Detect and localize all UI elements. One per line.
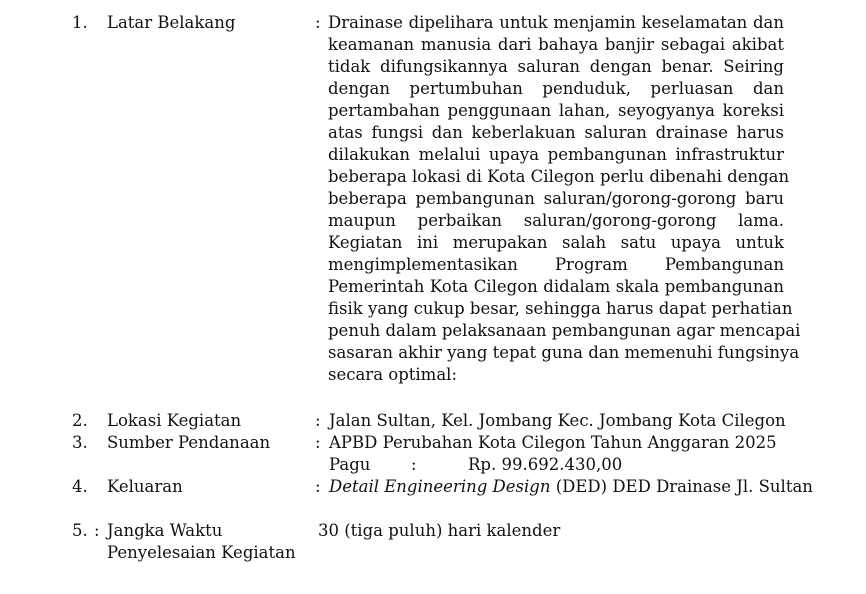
item-3-label: Sumber Pendanaan bbox=[107, 433, 271, 452]
paragraph-line: beberapa lokasi di Kota Cilegon perlu dibenahi dengan bbox=[328, 167, 790, 186]
paragraph-line: Drainase dipelihara untuk menjamin keselamatan dan bbox=[328, 13, 784, 32]
item-2-number: 2. bbox=[72, 411, 88, 430]
item-1-number: 1. bbox=[72, 13, 88, 32]
paragraph-line: dilakukan melalui upaya pembangunan infrastruktur bbox=[328, 145, 784, 164]
item-3-value: APBD Perubahan Kota Cilegon Tahun Anggaran 2025 bbox=[329, 433, 777, 452]
item-3-colon: : bbox=[315, 433, 321, 452]
item-1-colon: : bbox=[315, 13, 321, 32]
item-4-value bbox=[329, 476, 813, 498]
pagu-label: Pagu bbox=[329, 455, 371, 474]
paragraph-line: fisik yang cukup besar, sehingga harus dapat perhatian bbox=[328, 299, 793, 318]
pagu-value: Rp. 99.692.430,00 bbox=[468, 455, 623, 474]
paragraph-line: Pemerintah Kota Cilegon didalam skala pembangunan bbox=[328, 277, 784, 296]
paragraph-line: maupun perbaikan saluran/gorong-gorong lama. bbox=[328, 211, 784, 230]
item-1-label: Latar Belakang bbox=[107, 13, 236, 32]
paragraph-line: mengimplementasikan Program Pembangunan bbox=[328, 255, 784, 274]
paragraph-line: Kegiatan ini merupakan salah satu upaya untuk bbox=[328, 233, 784, 252]
item-5-number: 5. bbox=[72, 521, 88, 540]
item-2-label: Lokasi Kegiatan bbox=[107, 411, 242, 430]
item-5-label-line1: Jangka Waktu bbox=[107, 521, 223, 540]
paragraph-line: atas fungsi dan keberlakuan saluran drainase harus bbox=[328, 123, 784, 142]
item-5-label-line2: Penyelesaian Kegiatan bbox=[107, 543, 296, 562]
paragraph-line: sasaran akhir yang tepat guna dan memenuhi fungsinya bbox=[328, 343, 800, 362]
item-1-paragraph bbox=[328, 12, 801, 386]
item-4-colon: : bbox=[315, 477, 321, 496]
paragraph-line: secara optimal: bbox=[328, 365, 458, 384]
item-2-value: Jalan Sultan, Kel. Jombang Kec. Jombang Kota Cilegon bbox=[329, 411, 786, 430]
paragraph-line: tidak difungsikannya saluran dengan benar. Seiring bbox=[328, 57, 784, 76]
paragraph-line: keamanan manusia dari bahaya banjir sebagai akibat bbox=[328, 35, 784, 54]
item-4-value-italic: Detail Engineering Design bbox=[329, 477, 551, 496]
item-2-colon: : bbox=[315, 411, 321, 430]
item-4-number: 4. bbox=[72, 477, 88, 496]
item-3-number: 3. bbox=[72, 433, 88, 452]
paragraph-line: pertambahan penggunaan lahan, seyogyanya koreksi bbox=[328, 101, 784, 120]
item-4-label: Keluaran bbox=[107, 477, 183, 496]
item-5-colon: : bbox=[94, 521, 100, 540]
item-5-value: 30 (tiga puluh) hari kalender bbox=[318, 521, 561, 540]
item-4-value-rest: (DED) DED Drainase Jl. Sultan bbox=[550, 477, 813, 496]
paragraph-line: penuh dalam pelaksanaan pembangunan agar mencapai bbox=[328, 321, 801, 340]
paragraph-line: dengan pertumbuhan penduduk, perluasan dan bbox=[328, 79, 784, 98]
pagu-colon: : bbox=[411, 455, 417, 474]
paragraph-line: beberapa pembangunan saluran/gorong-gorong baru bbox=[328, 189, 784, 208]
